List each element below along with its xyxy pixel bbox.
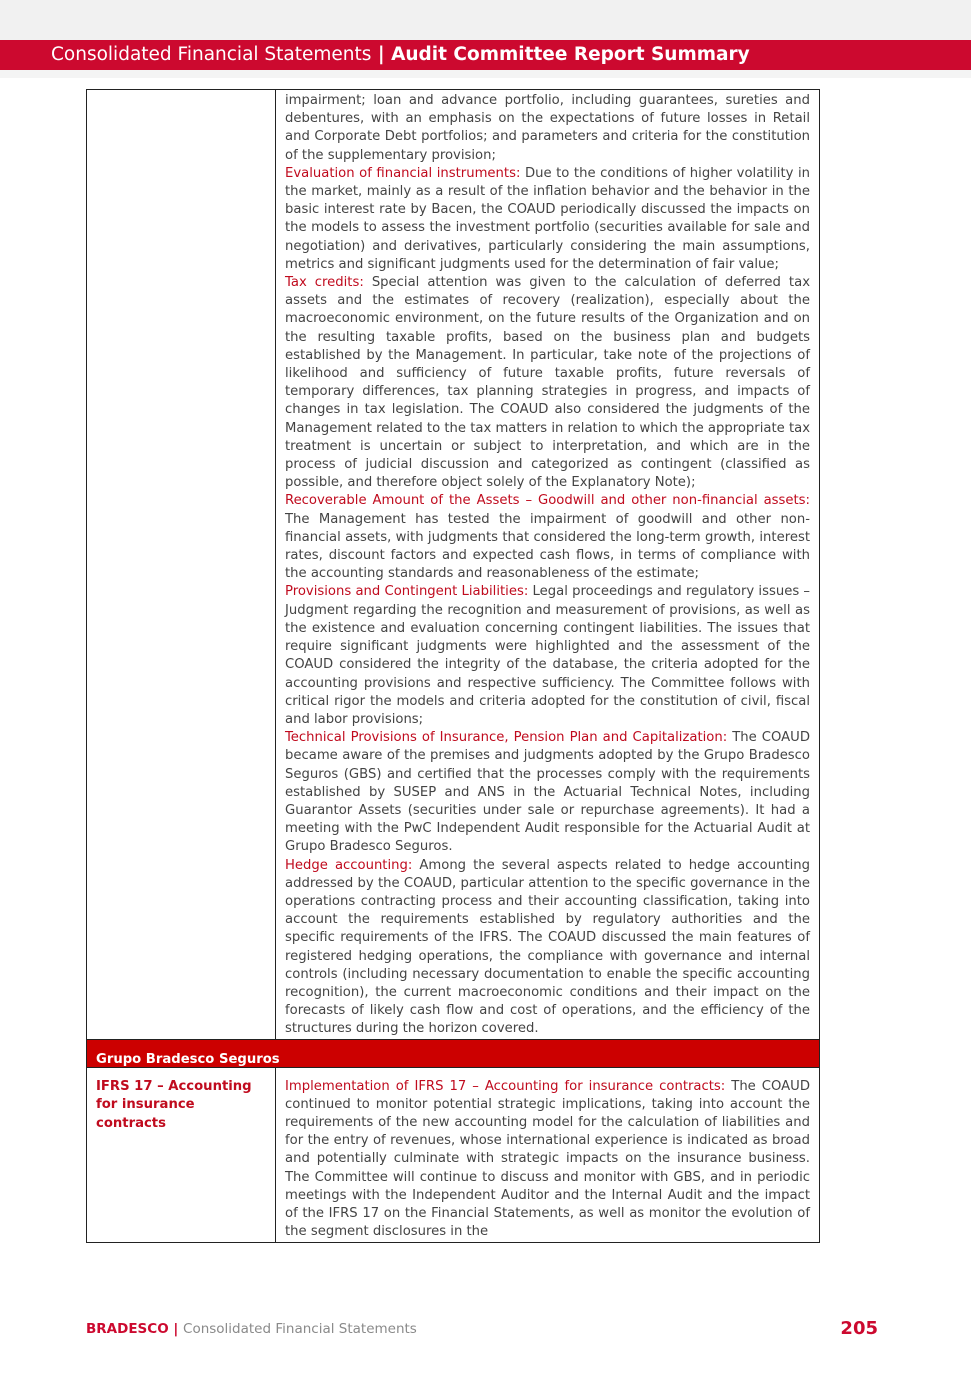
paragraph-heading: Evaluation of financial instruments: [285, 165, 521, 181]
paragraph-text: Special attention was given to the calculation of deferred tax assets and the estimates of recovery (realization), especially about the macroeconomic environment, on the future results of the Organization and on the resulting taxable profits, based on the business plan and budgets established by the Management. In particular, take note of the projections of likelihood and sufficiency of future taxable profits, future reversals of temporary differences, tax planning strategies in progress, and impacts of changes in tax legislation. The COAUD also considered the judgments of the Management related to the tax matters in relation to which the appropriate tax treatment is uncertain or subject to interpretation, and which are in the process of judicial discussion and categorized as contingent (classified as possible, and therefore object solely of the Explanatory Note); [285, 275, 810, 491]
paragraph [285, 165, 810, 274]
header-title: Consolidated Financial Statements [51, 44, 372, 65]
paragraph [285, 583, 810, 729]
section-title: Grupo Bradesco Seguros [96, 1051, 280, 1067]
page-number: 205 [840, 1318, 878, 1339]
paragraph-text: The COAUD continued to monitor potential strategic implications, taking into account the requirements of the new accounting model for the calculation of liabilities and for the entry of revenues, whose international experience is indicated as broad and potentially culminate with strategic impacts on the insurance business. The Committee will continue to discuss and monitor with GBS, and in periodic meetings with the Independent Auditor and the Internal Audit and the impact of the IFRS 17 on the Financial Statements, as well as monitor the evolution of the segment disclosures in the [285, 1078, 810, 1240]
report-table [86, 89, 820, 1243]
paragraph-text: impairment; loan and advance portfolio, including guarantees, sureties and debentures, with an emphasis on the expectations of future losses in Retail and Corporate Debt portfolios; and parameters and criteria for the constitution of the supplementary provision; [285, 93, 810, 163]
description-body [276, 1068, 819, 1242]
topic-cell [87, 90, 276, 1040]
paragraph-text: Due to the conditions of higher volatility in the market, mainly as a result of the inflation behavior and the behavior in the basic interest rate by Bacen, the COAUD periodically discussed the impacts on the models to assess the investment portfolio (securities available for sale and negotiation) and derivatives, particularly considering the main assumptions, metrics and significant judgments used for the determination of fair value; [285, 165, 810, 272]
section-header-row [87, 1039, 820, 1067]
header-subtitle: Audit Committee Report Summary [391, 44, 750, 65]
paragraph-text: The COAUD became aware of the premises and judgments adopted by the Grupo Bradesco Seguros (GBS) and certified that the processes comply with the requirements established by SUSEP and ANS in the Actuarial Technical Notes, including Guarantor Assets (securities under sale or repurchase agreements). It had a meeting with the PwC Independent Audit responsible for the Actuarial Audit at Grupo Bradesco Seguros. [285, 730, 810, 855]
header-separator: | [371, 44, 392, 65]
header-title-line [51, 43, 750, 67]
footer-brand: BRADESCO [86, 1321, 169, 1337]
description-clip [276, 1068, 819, 1242]
paragraph [285, 857, 810, 1039]
paragraph [285, 729, 810, 856]
description-body [276, 90, 819, 1039]
paragraph [285, 92, 810, 165]
page-header [0, 40, 971, 70]
paragraph-text: Among the several aspects related to hedge accounting addressed by the COAUD, particular attention to the specific governance in the operations contracting process and their accounting classification, taking into account the requirements established by regulatory authorities and the specific requirements of the IFRS. The COAUD discussed the main features of registered hedging operations, the compliance with governance and internal controls (including necessary documentation to enable the specific accounting recognition), the current macroeconomic conditions and their impact on the forecasts of likely cash flow and cost of operations, and the efficiency of the structures during the horizon covered. [285, 857, 811, 1037]
footer [86, 1321, 417, 1338]
paragraph-heading: Implementation of IFRS 17 – Accounting for insurance contracts: [285, 1078, 726, 1094]
footer-separator: | [168, 1321, 184, 1337]
header-shadow [0, 70, 971, 78]
section-header-cell [87, 1039, 820, 1067]
table-row [87, 90, 820, 1040]
description-cell [276, 90, 820, 1040]
paragraph-heading: Hedge accounting: [285, 857, 413, 873]
topic-label: IFRS 17 – Accounting for insurance contracts [96, 1078, 252, 1131]
top-band [0, 0, 971, 40]
paragraph-heading: Technical Provisions of Insurance, Pension Plan and Capitalization: [285, 730, 728, 746]
paragraph-heading: Tax credits: [285, 275, 364, 291]
paragraph-text: The Management has tested the impairment of goodwill and other non-financial assets, with judgments that considered the long-term growth, interest rates, discount factors and expected cash flows, in terms of compliance with the accounting standards and reasonableness of the estimate; [285, 511, 810, 582]
description-cell [276, 1067, 820, 1242]
paragraph-heading: Provisions and Contingent Liabilities: [285, 584, 529, 600]
paragraph [285, 492, 810, 583]
paragraph-heading: Recoverable Amount of the Assets – Goodwill and other non-financial assets: [285, 493, 810, 509]
table-row [87, 1067, 820, 1242]
paragraph [285, 274, 810, 492]
footer-doc-title: Consolidated Financial Statements [183, 1321, 417, 1337]
paragraph-text: Legal proceedings and regulatory issues – Judgment regarding the recognition and measurement of provisions, as well as the existence and evaluation concerning contingent liabilities. The issues that require significant judgments were highlighted and the assessment of the COAUD considered the integrity of the database, the criteria adopted for the accounting provisions and respective sufficiency. The Committee follows with critical rigor the models and criteria adopted for the constitution of civil, fiscal and labor provisions; [285, 584, 811, 727]
paragraph [285, 1078, 810, 1242]
topic-cell [87, 1067, 276, 1242]
